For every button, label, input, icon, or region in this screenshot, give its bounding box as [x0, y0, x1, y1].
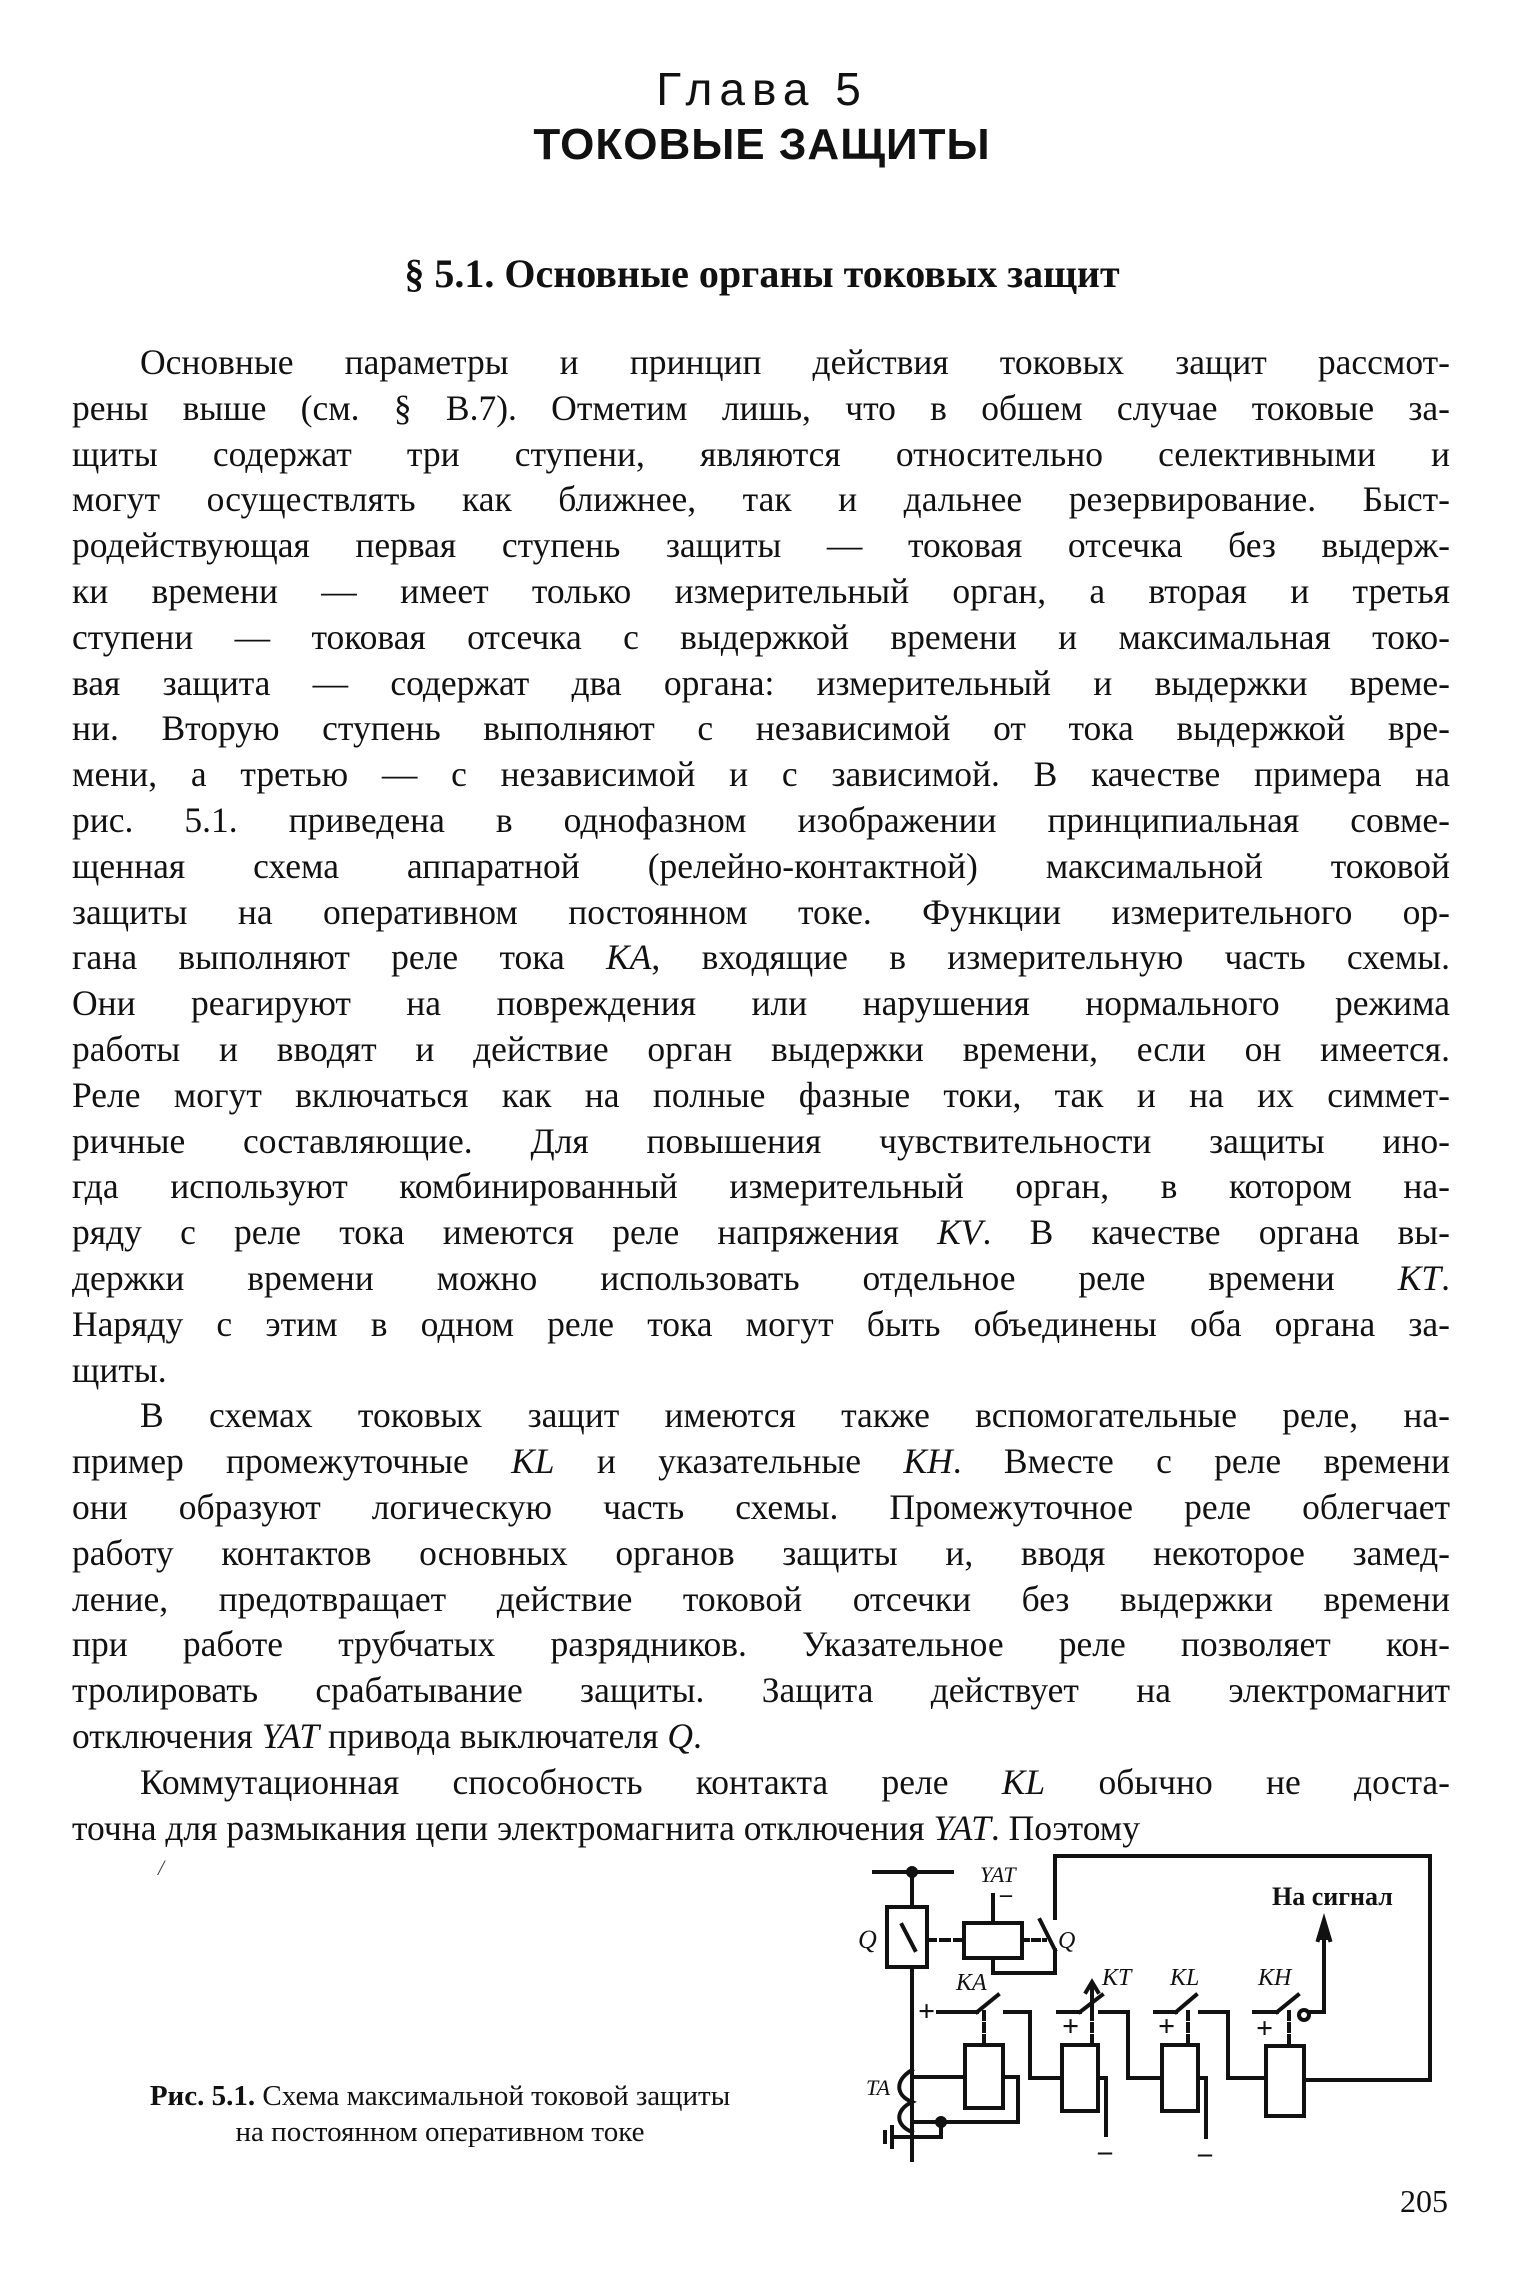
- label-kh: KH: [1258, 1965, 1292, 1991]
- figure-caption: [60, 2078, 820, 2150]
- text-line: ление, предотвращает действие токовой отсечки без выдержки времени: [72, 1578, 1450, 1619]
- text-line: рис. 5.1. приведена в однофазном изображении принципиальная совме-: [72, 799, 1450, 840]
- text-line: вая защита — содержат два органа: измерительный и выдержки време-: [72, 662, 1450, 703]
- yat-coil: [964, 1923, 1022, 1958]
- designation: YAT: [261, 1715, 320, 1756]
- q-aux-contact: [1040, 1920, 1055, 1950]
- text-line: рены выше (см. § В.7). Отметим лишь, что в обшем случае токовые за-: [72, 387, 1450, 428]
- kh-coil: [1266, 2046, 1304, 2116]
- signal-arrowhead: [1318, 1920, 1330, 1940]
- text-line: Они реагируют на повреждения или нарушения нормального режима: [72, 983, 1450, 1024]
- label-kl-plus: +: [1158, 2010, 1176, 2043]
- label-kl-minus: –: [1198, 2138, 1212, 2169]
- designation: YAT: [933, 1807, 991, 1848]
- label-q-left: Q: [858, 1925, 877, 1954]
- caption-text-2: на постоянном оперативном токе: [235, 2116, 645, 2148]
- ka-kt-wire: [1005, 2012, 1062, 2078]
- caption-line-1: [60, 2078, 820, 2114]
- designation: KA: [606, 937, 652, 978]
- text-line: гда используют комбинированный измерительный орган, в котором на-: [72, 1166, 1450, 1207]
- label-kt-plus: +: [1062, 2010, 1080, 2043]
- designation: KV: [937, 1212, 983, 1253]
- label-kl: KL: [1170, 1965, 1200, 1991]
- text-line: пример промежуточные KL и указательные KH. Вместе с реле времени: [72, 1441, 1450, 1482]
- text-line: ки времени — имеет только измерительный орган, а вторая и третья: [72, 570, 1450, 611]
- label-yat-minus: –: [1000, 1882, 1012, 1908]
- circuit-diagram: [840, 1840, 1450, 2170]
- body-text: [72, 340, 1450, 1851]
- text-line: В схемах токовых защит имеются также вспомогательные реле, на-: [140, 1395, 1450, 1436]
- text-line: ступени — токовая отсечка с выдержкой времени и максимальная токо-: [72, 616, 1450, 657]
- page-number: 205: [1400, 2183, 1448, 2219]
- label-signal: На сигнал: [1272, 1882, 1393, 1911]
- text-line: гана выполняют реле тока KA, входящие в измерительную часть схемы.: [72, 937, 1450, 978]
- text-line: работу контактов основных органов защиты и, вводя некоторое замед-: [72, 1532, 1450, 1573]
- label-q-right: Q: [1058, 1928, 1076, 1954]
- kl-contact: [1176, 1995, 1196, 2012]
- designation: KT: [1397, 1257, 1442, 1298]
- label-kh-plus: +: [1256, 2012, 1274, 2045]
- text-line: при работе трубчатых разрядников. Указательное реле позволяет кон-: [72, 1624, 1450, 1665]
- designation: KL: [1001, 1761, 1046, 1802]
- section-title: § 5.1. Основные органы токовых защит: [404, 251, 1120, 296]
- text-line: щенная схема аппаратной (релейно-контактной) максимальной токовой: [72, 845, 1450, 886]
- chapter-title: ТОКОВЫЕ ЗАЩИТЫ: [533, 120, 991, 169]
- text-line: тролировать срабатывание защиты. Защита действует на электромагнит: [72, 1670, 1450, 1711]
- ka-coil: [965, 2045, 1003, 2108]
- label-kt: KT: [1102, 1965, 1132, 1991]
- text-line: Коммутационная способность контакта реле KL обычно не доста-: [140, 1761, 1450, 1802]
- text-line: отключения YAT привода выключателя Q.: [72, 1715, 702, 1756]
- caption-prefix: Рис. 5.1.: [149, 2080, 256, 2112]
- text-line: работы и вводят и действие орган выдержки времени, если он имеется.: [72, 1028, 1450, 1069]
- scan-artifact: /: [158, 1855, 165, 1880]
- text-line: ни. Вторую ступень выполняют с независимой от тока выдержкой вре-: [72, 708, 1450, 749]
- text-line: щиты содержат три ступени, являются относительно селективными и: [72, 433, 1450, 474]
- label-ka: KA: [956, 1970, 987, 1996]
- ka-contact: [977, 1995, 998, 2012]
- designation: KH: [903, 1441, 953, 1482]
- kl-coil: [1162, 2045, 1198, 2111]
- label-ka-plus: +: [918, 1995, 936, 2028]
- kh-signal-wire: [1309, 1935, 1324, 2012]
- kh-contact: [1277, 1995, 1298, 2012]
- kt-coil: [1062, 2045, 1098, 2111]
- kt-kl-wire: [1100, 2012, 1162, 2078]
- text-line: могут осуществлять как ближнее, так и дальнее резервирование. Быст-: [72, 479, 1450, 520]
- text-line: держки времени можно использовать отдельное реле времени KT.: [72, 1257, 1450, 1298]
- text-line: Реле могут включаться как на полные фазные токи, так и на их симмет-: [72, 1074, 1450, 1115]
- designation: KL: [511, 1441, 555, 1482]
- text-line: Наряду с этим в одном реле тока могут быть объединены оба органа за-: [72, 1303, 1450, 1344]
- caption-text-1: Схема максимальной токовой защиты: [262, 2080, 731, 2112]
- text-line: защиты на оперативном постоянном токе. Функции измерительного ор-: [72, 891, 1450, 932]
- label-ta: TA: [866, 2075, 891, 2100]
- text-line: Основные параметры и принцип действия токовых защит рассмот-: [140, 342, 1450, 382]
- label-yat: YAT: [980, 1862, 1016, 1887]
- text-line: точна для размыкания цепи электромагнита отключения YAT. Поэтому: [72, 1807, 1140, 1848]
- designation: Q: [667, 1715, 693, 1756]
- text-line: мени, а третью — с независимой и с зависимой. В качестве примера на: [72, 754, 1450, 795]
- text-line: ряду с реле тока имеются реле напряжения KV. В качестве органа вы-: [72, 1212, 1450, 1253]
- text-line: они образуют логическую часть схемы. Промежуточное реле облегчает: [72, 1486, 1450, 1527]
- chapter-label: Глава 5: [656, 63, 868, 115]
- text-line: щиты.: [72, 1349, 167, 1390]
- text-line: родействующая первая ступень защиты — токовая отсечка без выдерж-: [72, 525, 1450, 566]
- label-kt-minus: –: [1098, 2136, 1112, 2167]
- text-line: ричные составляющие. Для повышения чувствительности защиты ино-: [72, 1120, 1450, 1161]
